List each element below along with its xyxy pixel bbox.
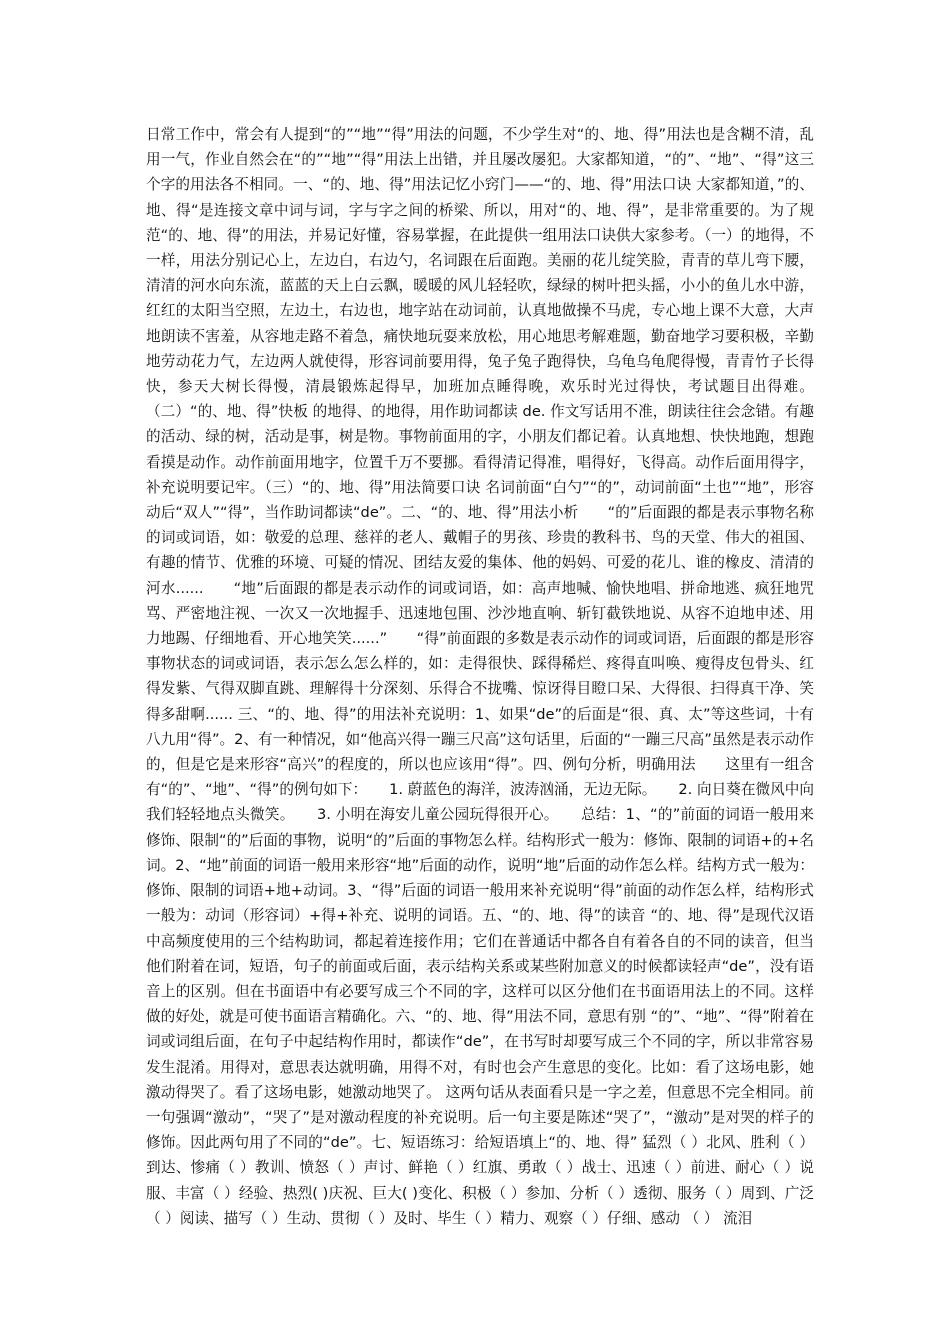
document-body-text: 日常工作中，常会有人提到“的”“地”“得”用法的问题，不少学生对“的、地、得”用法也是含糊不清，乱用一气，作业自然会在“的”“地”“得”用法上出错，并且屡改屡犯。大家都知道，“的”、“地”、“得”这三个字的用法各不相同。一、“的、地、得”用法记忆小窍门——“的、地、得”用法口诀 大家都知道，”的、地、得“是连接文章中词与词，字与字之间的桥梁、所以，用对“的、地、得”，是非常重要的。为了规范“的、地、得”的用法，并易记好懂，容易掌握，在此提供一组用法口诀供大家参考。（一）的地得，不一样，用法分别记心上，左边白，右边勺，名词跟在后面跑。美丽的花儿绽笑脸，青青的草儿弯下腰，清清的河水向东流，蓝蓝的天上白云飘，暖暖的风儿轻轻吹，绿绿的树叶把头摇，小小的鱼儿水中游，红红的太阳当空照，左边土，右边也，地字站在动词前，认真地做操不马虎，专心地上课不大意，大声地朗读不害羞，从容地走路不着急，痛快地玩耍来放松，用心地思考解难题，勤奋地学习要积极，辛勤地劳动花力气，左边两人就使得，形容词前要用得，兔子兔子跑得快，乌龟乌龟爬得慢，青青竹子长得快，参天大树长得慢，清晨锻炼起得早，加班加点睡得晚，欢乐时光过得快，考试题目出得难。（二）“的、地、得”快板 的地得、的地得，用作助词都读 de. 作文写话用不准，朗读往往会念错。有趣的活动、绿的树，活动是事，树是物。事物前面用的字，小朋友们都记着。认真地想、快快地跑，想跑看摸是动作。动作前面用地字，位置千万不要挪。看得清记得准，唱得好，飞得高。动作后面用得字，补充说明要记牢。（三）“的、地、得”用法简要口诀 名词前面“白勺”“的”，动词前面“土也”“地”，形容动后“双人”“得”，当作助词都读“de”。二、“的、地、得”用法小析 “的”后面跟的都是表示事物名称的词或词语，如：敬爱的总理、慈祥的老人、戴帽子的男孩、珍贵的教科书、鸟的天堂、伟大的祖国、有趣的情节、优雅的环境、可疑的情况、团结友爱的集体、他的妈妈、可爱的花儿、谁的橡皮、清清的河水...... “地”后面跟的都是表示动作的词或词语，如：高声地喊、愉快地唱、拼命地逃、疯狂地咒骂、严密地注视、一次又一次地握手、迅速地包围、沙沙地直响、斩钉截铁地说、从容不迫地申述、用力地踢、仔细地看、开心地笑笑......” “得”前面跟的多数是表示动作的词或词语，后面跟的都是形容事物状态的词或词语，表示怎么怎么样的，如：走得很快、踩得稀烂、疼得直叫唤、瘦得皮包骨头、红得发紫、气得双脚直跳、理解得十分深刻、乐得合不拢嘴、惊讶得目瞪口呆、大得很、扫得真干净、笑得多甜啊...... 三、“的、地、得”的用法补充说明：1、如果“de”的后面是“很、真、太”等这些词，十有八九用“得”。2、有一种情况，如“他高兴得一蹦三尺高”这句话里，后面的“一蹦三尺高”虽然是表示动作的，但是它是来形容“高兴”的程度的，所以也应该用“得”。四、例句分析，明确用法 这里有一组含有“的”、“地”、“得”的例句如下： 1. 蔚蓝色的海洋，波涛汹涌，无边无际。 2. 向日葵在微风中向我们轻轻地点头微笑。 3. 小明在海安儿童公园玩得很开心。 总结：1、“的”前面的词语一般用来修饰、限制“的”后面的事物，说明“的”后面的事物怎么样。结构形式一般为：修饰、限制的词语+的+名词。2、“地”前面的词语一般用来形容“地”后面的动作，说明“地”后面的动作怎么样。结构方式一般为：修饰、限制的词语+地+动词。3、“得”后面的词语一般用来补充说明“得”前面的动作怎么样，结构形式一般为：动词（形容词）+得+补充、说明的词语。五、“的、地、得”的读音 “的、地、得”是现代汉语中高频度使用的三个结构助词，都起着连接作用；它们在普通话中都各自有着各自的不同的读音，但当他们附着在词，短语，句子的前面或后面，表示结构关系或某些附加意义的时候都读轻声“de”，没有语音上的区别。但在书面语中有必要写成三个不同的字，这样可以区分他们在书面语用法上的不同。这样做的好处，就是可使书面语言精确化。六、“的、地、得”用法不同，意思有别 “的”、“地”、“得”附着在词或词组后面，在句子中起结构作用时，都读作“de”，在书写时却要写成三个不同的字，所以非常容易发生混淆。用得对，意思表达就明确，用得不对，有时也会产生意思的变化。比如：看了这场电影，她激动得哭了。看了这场电影，她激动地哭了。 这两句话从表面看只是一字之差，但意思不完全相同。前一句强调“激动”，“哭了”是对激动程度的补充说明。后一句主要是陈述“哭了”，“激动”是对哭的样子的修饰。因此两句用了不同的“de”。七、短语练习：给短语填上“的、地、得” 猛烈（ ）北风、胜利（ ）到达、惨痛（ ）教训、愤怒（ ）声讨、鲜艳（ ）红旗、勇敢（ ）战士、迅速（ ）前进、耐心（ ）说服、丰富（ ）经验、热烈( )庆祝、巨大( )变化、积极（ ）参加、分析（ ）透彻、服务（ ）周到、广泛（ ）阅读、描写（ ）生动、贯彻（ ）及时、毕生（ ）精力、观察（ ）仔细、感动 （ ） 流泪	[146, 126, 814, 1227]
document-page	[146, 122, 814, 1231]
